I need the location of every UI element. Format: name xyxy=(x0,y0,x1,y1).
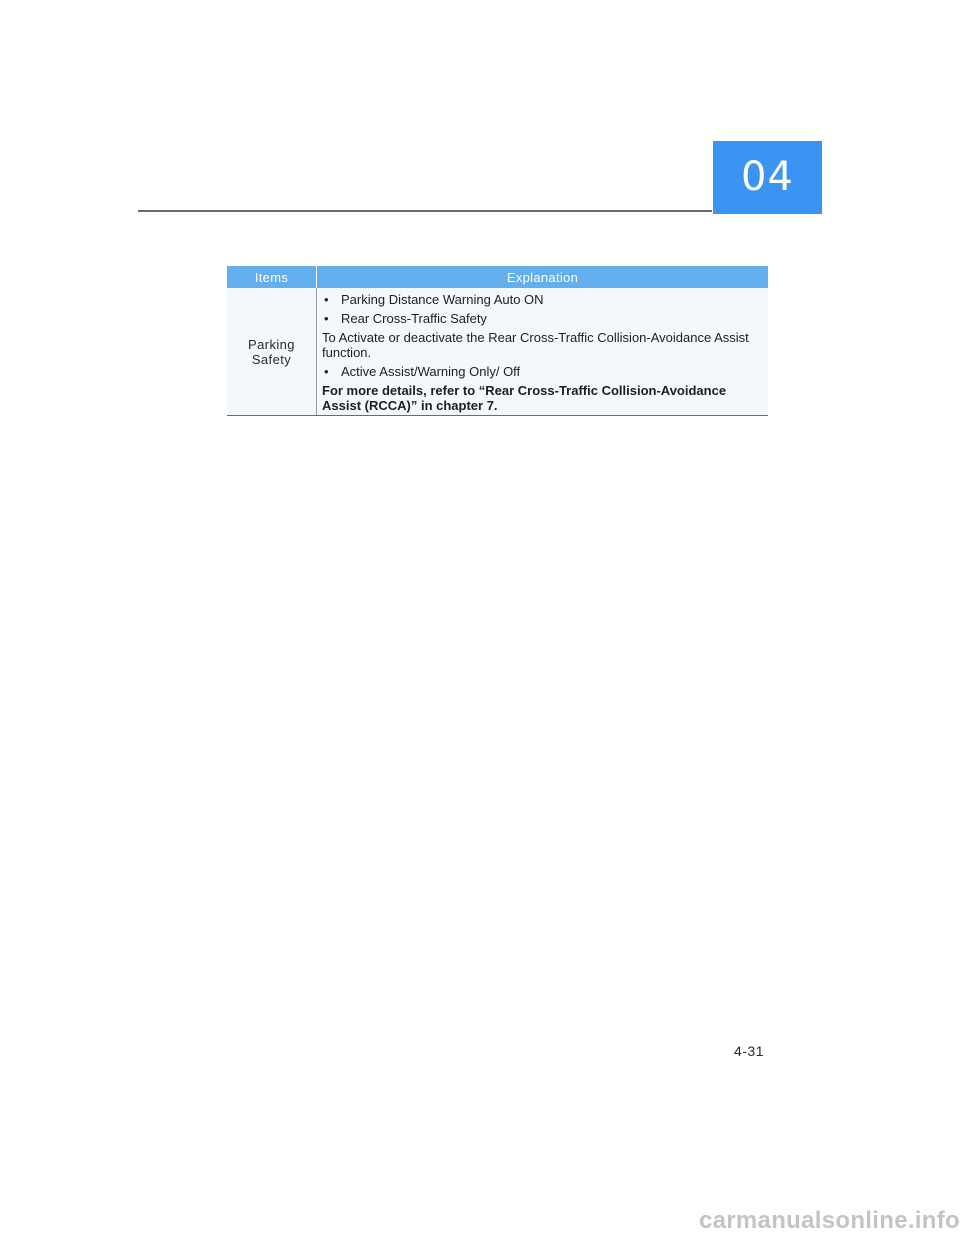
item-cell xyxy=(227,288,317,416)
chapter-tab xyxy=(713,141,822,214)
bullet-dot-icon: • xyxy=(324,292,329,307)
bullet-item xyxy=(322,292,760,307)
settings-table xyxy=(227,266,768,416)
header-rule xyxy=(138,210,712,212)
bullet-dot-icon: • xyxy=(324,311,329,326)
reference-text: For more details, refer to “Rear Cross-Traffic Collision-Avoidance Assist (RCCA)” in chapter 7. xyxy=(322,383,727,413)
item-label: Parking Safety xyxy=(248,336,295,367)
description-text: To Activate or deactivate the Rear Cross-Traffic Collision-Avoidance Assist function. xyxy=(322,330,749,360)
bullet-text: Rear Cross-Traffic Safety xyxy=(341,311,487,326)
bullet-dot-icon: • xyxy=(324,364,329,379)
table-row xyxy=(227,288,768,416)
bullet-text: Active Assist/Warning Only/ Off xyxy=(341,364,521,379)
page-number: 4-31 xyxy=(733,1043,764,1059)
bullet-text: Parking Distance Warning Auto ON xyxy=(341,292,544,307)
bullet-item xyxy=(322,311,760,326)
explanation-cell xyxy=(317,288,769,416)
bullet-item xyxy=(322,364,760,379)
table-header-row xyxy=(227,266,768,288)
header-items: Items xyxy=(227,266,317,288)
chapter-number: 04 xyxy=(741,154,794,200)
watermark: carmanualsonline.info xyxy=(698,1207,960,1234)
header-explanation: Explanation xyxy=(317,266,769,288)
